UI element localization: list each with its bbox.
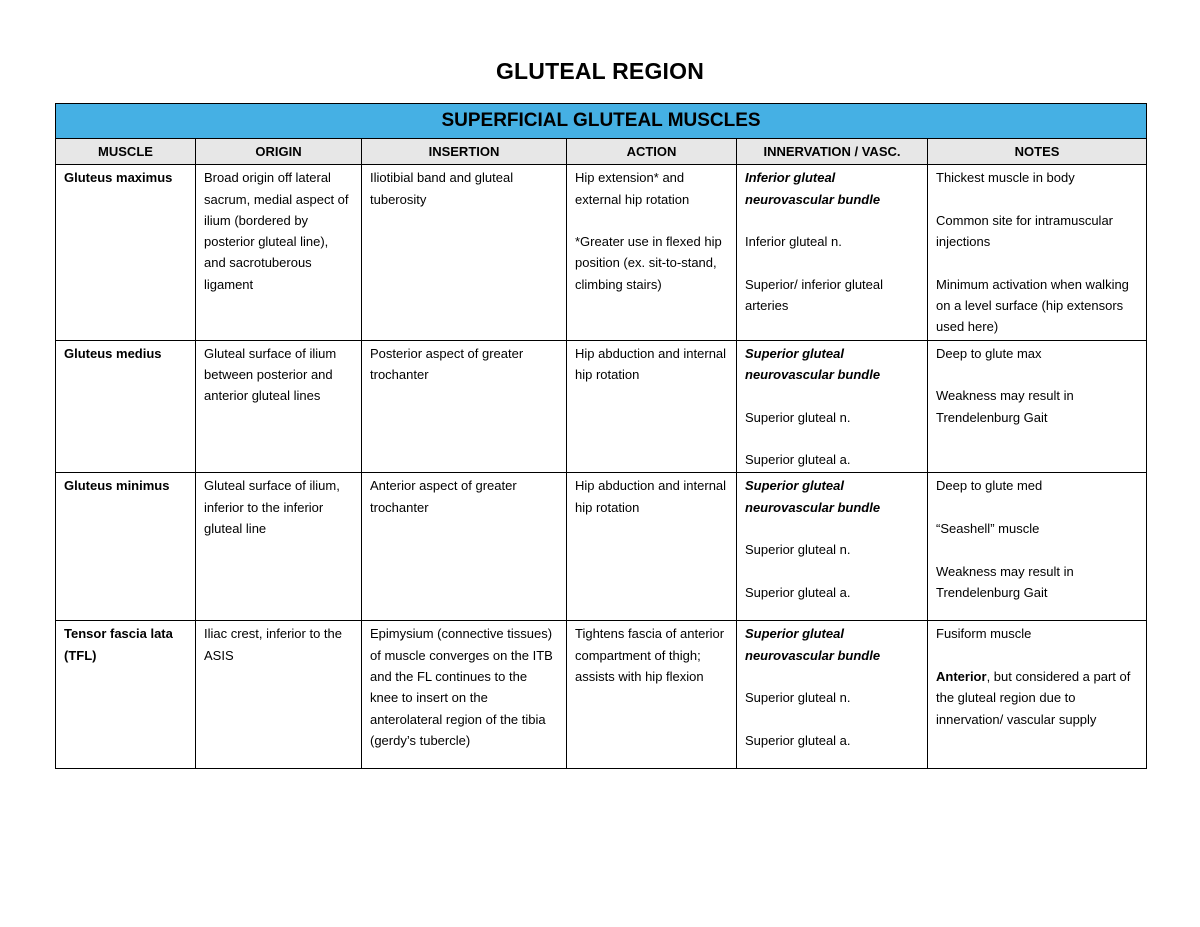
table-row xyxy=(56,165,1147,340)
action-cell xyxy=(567,165,737,340)
muscle-name xyxy=(56,621,196,769)
vessel-text: Superior gluteal a. xyxy=(745,452,851,468)
muscle-name-text: Tensor fascia lata (TFL) xyxy=(64,626,173,663)
notes-cell xyxy=(928,165,1147,340)
action-text: Hip abduction and internal hip rotation xyxy=(575,345,727,382)
header-origin: ORIGIN xyxy=(196,139,362,165)
origin-cell xyxy=(196,165,362,340)
muscle-name xyxy=(56,340,196,473)
note-text: Fusiform muscle xyxy=(936,626,1032,642)
innervation-cell xyxy=(737,340,928,473)
muscle-name-text: Gluteus medius xyxy=(64,345,162,361)
muscle-name xyxy=(56,473,196,621)
note-text: Thickest muscle in body xyxy=(936,170,1075,186)
nerve-text: Superior gluteal n. xyxy=(745,409,851,425)
notes-cell xyxy=(928,621,1147,769)
banner-row xyxy=(56,104,1147,139)
insertion-text: Epimysium (connective tissues) of muscle converges on the ITB and the FL continues to the knee to insert on the anterolateral region of the tibia (gerdy’s tubercle) xyxy=(370,626,553,748)
section-banner: SUPERFICIAL GLUTEAL MUSCLES xyxy=(56,104,1147,139)
action-text: Hip abduction and internal hip rotation xyxy=(575,478,727,515)
note-text: Common site for intramuscular injections xyxy=(936,212,1113,250)
insertion-cell xyxy=(362,621,567,769)
note-rest: , but considered a part of the gluteal region due to innervation/ vascular supply xyxy=(936,669,1131,727)
action-note: *Greater use in flexed hip position (ex. sit-to-stand, climbing stairs) xyxy=(575,234,722,292)
header-insertion: INSERTION xyxy=(362,139,567,165)
origin-text: Gluteal surface of ilium, inferior to the inferior gluteal line xyxy=(204,478,340,537)
table-row xyxy=(56,621,1147,769)
note-text: Minimum activation when walking on a level surface (hip extensors used here) xyxy=(936,276,1129,335)
note-text: Weakness may result in Trendelenburg Gait xyxy=(936,563,1074,600)
origin-cell xyxy=(196,621,362,769)
nerve-text: Superior gluteal n. xyxy=(745,542,851,558)
innervation-cell xyxy=(737,473,928,621)
header-innervation: INNERVATION / VASC. xyxy=(737,139,928,165)
origin-text: Iliac crest, inferior to the ASIS xyxy=(204,626,342,663)
note-text: Deep to glute max xyxy=(936,345,1042,361)
action-cell xyxy=(567,340,737,473)
action-text: Hip extension* and external hip rotation xyxy=(575,170,690,207)
action-cell xyxy=(567,473,737,621)
note-text-combined xyxy=(936,666,1138,730)
origin-text: Gluteal surface of ilium between posterior and anterior gluteal lines xyxy=(204,345,337,404)
vessel-text: Superior gluteal a. xyxy=(745,732,851,748)
neurovascular-bundle: Superior gluteal neurovascular bundle xyxy=(745,478,881,515)
insertion-cell xyxy=(362,165,567,340)
muscle-name xyxy=(56,165,196,340)
origin-cell xyxy=(196,340,362,473)
note-text: Weakness may result in Trendelenburg Gait xyxy=(936,388,1074,425)
neurovascular-bundle: Superior gluteal neurovascular bundle xyxy=(745,345,881,382)
table-row xyxy=(56,340,1147,473)
note-text: Deep to glute med xyxy=(936,478,1043,494)
origin-text: Broad origin off lateral sacrum, medial aspect of ilium (bordered by posterior gluteal line), and sacrotuberous ligament xyxy=(204,170,349,292)
neurovascular-bundle: Inferior gluteal neurovascular bundle xyxy=(745,170,881,207)
header-notes: NOTES xyxy=(928,139,1147,165)
insertion-text: Iliotibial band and gluteal tuberosity xyxy=(370,170,514,207)
header-muscle: MUSCLE xyxy=(56,139,196,165)
muscle-name-text: Gluteus minimus xyxy=(64,478,170,494)
header-action: ACTION xyxy=(567,139,737,165)
vessel-text: Superior/ inferior gluteal arteries xyxy=(745,276,884,314)
nerve-text: Inferior gluteal n. xyxy=(745,234,842,250)
insertion-text: Posterior aspect of greater trochanter xyxy=(370,345,524,382)
insertion-cell xyxy=(362,340,567,473)
vessel-text: Superior gluteal a. xyxy=(745,584,851,600)
note-text: “Seashell” muscle xyxy=(936,521,1040,537)
page-title: GLUTEAL REGION xyxy=(495,58,705,84)
notes-cell xyxy=(928,473,1147,621)
header-row xyxy=(56,139,1147,165)
table-row xyxy=(56,473,1147,621)
nerve-text: Superior gluteal n. xyxy=(745,690,851,706)
innervation-cell xyxy=(737,165,928,340)
action-cell xyxy=(567,621,737,769)
muscle-table xyxy=(55,103,1147,769)
muscle-name-text: Gluteus maximus xyxy=(64,170,173,186)
notes-cell xyxy=(928,340,1147,473)
insertion-text: Anterior aspect of greater trochanter xyxy=(370,478,517,515)
innervation-cell xyxy=(737,621,928,769)
insertion-cell xyxy=(362,473,567,621)
action-text: Tightens fascia of anterior compartment of thigh; assists with hip flexion xyxy=(575,626,725,685)
note-bold-lead: Anterior xyxy=(936,669,987,685)
origin-cell xyxy=(196,473,362,621)
neurovascular-bundle: Superior gluteal neurovascular bundle xyxy=(745,626,881,663)
